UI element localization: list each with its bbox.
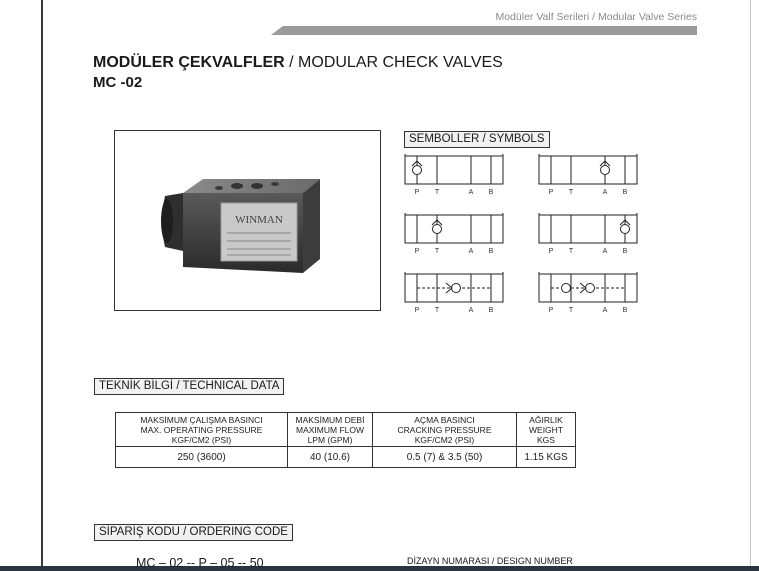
technical-label-tr: TEKNİK BİLGİ — [99, 380, 174, 392]
symbols-label — [404, 131, 550, 148]
port-label: P — [548, 248, 554, 255]
port-label: P — [414, 189, 420, 196]
port-label: T — [568, 307, 574, 314]
port-label: P — [414, 307, 420, 314]
valve-symbol — [404, 154, 519, 196]
header-line: MAKSİMUM ÇALIŞMA BASINCI — [140, 414, 263, 425]
header-line: CRACKING PRESSURE — [397, 424, 492, 435]
header-line: KGF/CM2 (PSI) — [171, 434, 232, 445]
port-label: A — [468, 189, 474, 196]
value-max-pressure: 250 (3600) — [116, 447, 288, 468]
valve-symbol — [538, 213, 653, 255]
port-label: T — [434, 189, 440, 196]
port-label: B — [622, 189, 628, 196]
port-label: A — [602, 307, 608, 314]
value-weight: 1.15 KGS — [517, 447, 576, 468]
port-label: P — [414, 248, 420, 255]
title-separator: / — [284, 54, 299, 71]
header-weight — [517, 413, 576, 447]
port-label: B — [488, 307, 494, 314]
symbols-label-en: / SYMBOLS — [479, 133, 545, 145]
header-max-pressure — [116, 413, 288, 447]
check-valve-ball — [586, 284, 595, 293]
port-label: P — [548, 307, 554, 314]
ordering-label-tr: SİPARİŞ KODU — [99, 526, 180, 538]
header-line: AÇMA BASINCI — [414, 414, 475, 425]
technical-data-table — [115, 412, 576, 468]
title-tr: MODÜLER ÇEKVALFLER — [93, 54, 285, 71]
table-header-row — [116, 413, 576, 447]
port-label: B — [622, 248, 628, 255]
header-line: MAX. OPERATING PRESSURE — [140, 424, 263, 435]
ordering-label-en: / ORDERING CODE — [179, 526, 288, 538]
valve-symbol — [538, 272, 653, 314]
ordering-code: MC – 02 -- P – 05 -- 50 — [136, 556, 264, 570]
title-en: MODULAR CHECK VALVES — [298, 54, 503, 71]
valve-symbol — [404, 272, 519, 314]
left-border — [41, 0, 43, 571]
check-valve-ball — [562, 284, 571, 293]
check-valve-ball — [452, 284, 461, 293]
ordering-code-label — [94, 524, 293, 541]
model-code: MC -02 — [93, 74, 143, 91]
port-label: B — [488, 189, 494, 196]
check-valve-ball — [433, 225, 442, 234]
port-label: A — [468, 307, 474, 314]
valve-symbol — [404, 213, 519, 255]
valve-image — [115, 131, 380, 310]
design-number-en: / DESIGN NUMBER — [489, 556, 573, 566]
port-label: T — [568, 189, 574, 196]
header-line: AĞIRLIK — [529, 414, 563, 425]
port-label: A — [602, 189, 608, 196]
right-border — [750, 0, 751, 571]
port-label: A — [602, 248, 608, 255]
technical-label-en: / TECHNICAL DATA — [173, 380, 280, 392]
header-line: MAKSİMUM DEBİ — [295, 414, 365, 425]
technical-data-label — [94, 378, 284, 395]
value-cracking-pressure: 0.5 (7) & 3.5 (50) — [373, 447, 517, 468]
design-number-label — [407, 556, 573, 566]
port-label: P — [548, 189, 554, 196]
bottom-bar — [0, 566, 759, 571]
header-line: KGF/CM2 (PSI) — [414, 434, 475, 445]
symbols-label-tr: SEMBOLLER — [409, 133, 480, 145]
port-label: T — [568, 248, 574, 255]
design-number-tr: DİZAYN NUMARASI — [407, 556, 490, 566]
port-label: T — [434, 307, 440, 314]
header-band — [271, 26, 697, 35]
page-title — [93, 54, 503, 72]
port-label: T — [434, 248, 440, 255]
series-title: Modüler Valf Serileri / Modular Valve Series — [495, 11, 697, 23]
product-photo — [114, 130, 381, 311]
header-line: LPM (GPM) — [307, 434, 353, 445]
valve-symbol — [538, 154, 653, 196]
value-max-flow: 40 (10.6) — [288, 447, 373, 468]
check-valve-ball — [601, 166, 610, 175]
check-valve-ball — [621, 225, 630, 234]
header-line: MAXIMUM FLOW — [296, 424, 364, 435]
nameplate-brand: WINMAN — [235, 214, 283, 226]
port-label: B — [622, 307, 628, 314]
port-label: B — [488, 248, 494, 255]
header-max-flow — [288, 413, 373, 447]
port-label: A — [468, 248, 474, 255]
check-valve-ball — [413, 166, 422, 175]
header-cracking-pressure — [373, 413, 517, 447]
header-line: WEIGHT — [529, 424, 563, 435]
header-line: KGS — [537, 434, 555, 445]
table-row — [116, 447, 576, 468]
